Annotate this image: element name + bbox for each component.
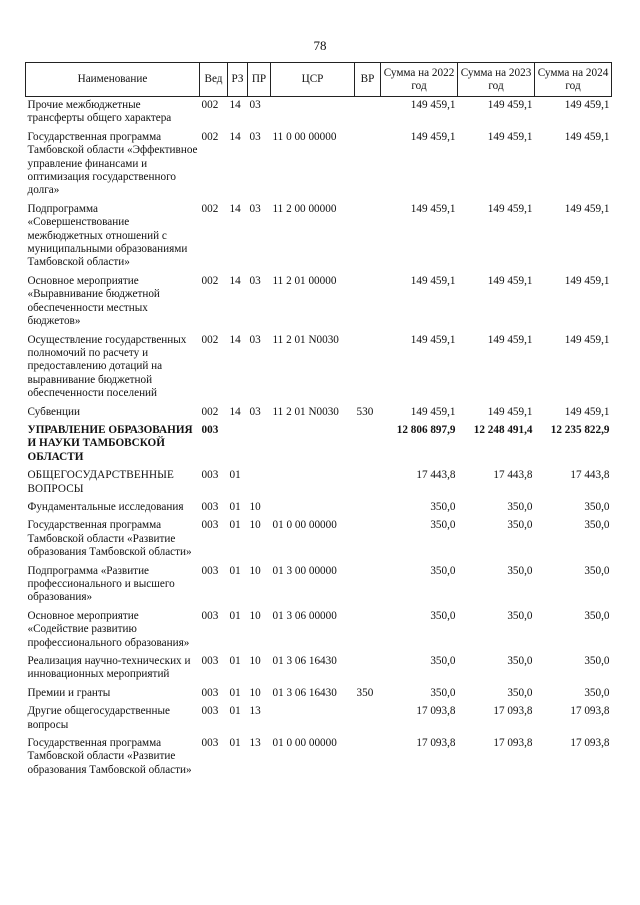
- cell-sum-2024: 17 093,8: [570, 705, 610, 718]
- cell-vr: [355, 608, 381, 653]
- cell-vr: [355, 499, 381, 517]
- header-name: Наименование: [26, 63, 200, 97]
- cell-sum-2024: 149 459,1: [564, 130, 610, 143]
- cell-sum-2024: 350,0: [584, 609, 610, 622]
- cell-csr: 01 3 06 16430: [272, 655, 337, 668]
- cell-sum-2024: 350,0: [584, 686, 610, 699]
- cell-pr: 03: [249, 405, 261, 418]
- cell-rz: 14: [229, 405, 241, 418]
- table-row: [26, 97, 612, 129]
- cell-sum-2023: 350,0: [507, 655, 533, 668]
- cell-name: ОБЩЕГОСУДАРСТВЕННЫЕ ВОПРОСЫ: [27, 469, 174, 495]
- cell-sum-2022: 12 806 897,9: [396, 423, 456, 436]
- header-vr: ВР: [355, 63, 381, 97]
- cell-pr: 03: [249, 333, 261, 346]
- cell-pr: 13: [249, 705, 261, 718]
- table-row: [26, 332, 612, 404]
- cell-sum-2024: 350,0: [584, 564, 610, 577]
- cell-ved: 002: [201, 202, 219, 215]
- cell-sum-2022: 350,0: [430, 519, 456, 532]
- cell-vr: [355, 273, 381, 332]
- cell-name: Государственная программа Тамбовской области «Развитие образования Тамбовской области»: [27, 737, 192, 776]
- cell-sum-2023: 12 248 491,4: [473, 423, 533, 436]
- cell-csr: 11 2 01 00000: [272, 274, 337, 287]
- cell-csr: 01 0 00 00000: [272, 737, 337, 750]
- cell-csr: 11 2 00 00000: [272, 202, 337, 215]
- cell-sum-2022: 350,0: [430, 564, 456, 577]
- cell-rz: 01: [229, 737, 241, 750]
- cell-rz: 01: [229, 469, 241, 482]
- budget-table: [25, 62, 612, 780]
- cell-rz: 01: [229, 705, 241, 718]
- cell-name: Основное мероприятие «Выравнивание бюджетной обеспеченности местных бюджетов»: [27, 274, 160, 328]
- cell-sum-2022: 350,0: [430, 500, 456, 513]
- cell-csr: 11 2 01 N0030: [272, 333, 339, 346]
- cell-csr: [271, 703, 355, 735]
- cell-name: Государственная программа Тамбовской области «Эффективное управление финансами и оптимизация государственного долга»: [27, 130, 198, 197]
- cell-sum-2022: 350,0: [430, 609, 456, 622]
- cell-ved: 003: [201, 686, 219, 699]
- cell-pr: 10: [249, 609, 261, 622]
- cell-sum-2022: 350,0: [430, 655, 456, 668]
- cell-pr: 10: [249, 686, 261, 699]
- cell-pr: 13: [249, 737, 261, 750]
- cell-sum-2024: 149 459,1: [564, 202, 610, 215]
- cell-name: Фундаментальные исследования: [27, 500, 184, 513]
- table-header-row: [26, 63, 612, 97]
- cell-csr: [271, 97, 355, 129]
- cell-ved: 002: [201, 333, 219, 346]
- cell-pr: 10: [249, 519, 261, 532]
- cell-rz: 01: [229, 609, 241, 622]
- cell-pr: 03: [249, 99, 261, 111]
- cell-sum-2024: 149 459,1: [564, 333, 610, 346]
- cell-ved: 003: [201, 655, 219, 668]
- cell-sum-2024: 149 459,1: [564, 405, 610, 418]
- table-row: [26, 735, 612, 780]
- cell-sum-2023: 350,0: [507, 686, 533, 699]
- cell-sum-2024: 149 459,1: [564, 99, 610, 111]
- cell-sum-2023: 350,0: [507, 519, 533, 532]
- cell-sum-2023: 149 459,1: [487, 274, 533, 287]
- cell-name: Субвенции: [27, 405, 80, 418]
- cell-name: Реализация научно-технических и инновационных мероприятий: [27, 655, 191, 681]
- cell-vr: [355, 653, 381, 685]
- cell-vr: 530: [356, 405, 374, 418]
- cell-ved: 002: [201, 274, 219, 287]
- cell-rz: 14: [229, 130, 241, 143]
- cell-name: УПРАВЛЕНИЕ ОБРАЗОВАНИЯ И НАУКИ ТАМБОВСКОЙ ОБЛАСТИ: [27, 423, 193, 463]
- table-row: [26, 653, 612, 685]
- cell-rz: [228, 422, 248, 467]
- cell-name: Осуществление государственных полномочий по расчету и предоставлению дотаций на выравнивание бюджетной обеспеченности поселений: [27, 333, 187, 400]
- cell-ved: 003: [201, 564, 219, 577]
- cell-name: Подпрограмма «Развитие профессионального и высшего образования»: [27, 564, 175, 604]
- table-row: [26, 685, 612, 703]
- cell-sum-2023: 17 093,8: [493, 705, 533, 718]
- cell-sum-2023: 17 443,8: [493, 469, 533, 482]
- table-row: [26, 404, 612, 422]
- cell-ved: 003: [201, 423, 219, 436]
- cell-sum-2022: 17 443,8: [416, 469, 456, 482]
- table-row: [26, 517, 612, 562]
- table-row: [26, 608, 612, 653]
- cell-csr: 01 3 00 00000: [272, 564, 337, 577]
- cell-name: Прочие межбюджетные трансферты общего характера: [27, 99, 172, 125]
- cell-sum-2022: 17 093,8: [416, 705, 456, 718]
- table-row: [26, 422, 612, 467]
- cell-sum-2023: 149 459,1: [487, 333, 533, 346]
- cell-ved: 002: [201, 405, 219, 418]
- cell-name: Государственная программа Тамбовской области «Развитие образования Тамбовской области»: [27, 519, 192, 559]
- cell-pr: [248, 422, 271, 467]
- cell-sum-2023: 149 459,1: [487, 405, 533, 418]
- cell-csr: [271, 499, 355, 517]
- cell-sum-2023: 350,0: [507, 500, 533, 513]
- cell-sum-2024: 12 235 822,9: [550, 423, 610, 436]
- cell-ved: 003: [201, 469, 219, 482]
- cell-vr: [355, 129, 381, 201]
- cell-sum-2023: 350,0: [507, 609, 533, 622]
- cell-sum-2024: 17 093,8: [570, 737, 610, 750]
- cell-sum-2023: 17 093,8: [493, 737, 533, 750]
- cell-sum-2022: 149 459,1: [410, 333, 456, 346]
- cell-rz: 14: [229, 99, 241, 111]
- cell-vr: [355, 563, 381, 608]
- cell-sum-2022: 149 459,1: [410, 202, 456, 215]
- cell-pr: 03: [249, 202, 261, 215]
- cell-sum-2023: 350,0: [507, 564, 533, 577]
- cell-vr: [355, 703, 381, 735]
- header-sum-2023: Сумма на 2023 год: [458, 63, 535, 97]
- cell-ved: 002: [201, 99, 219, 111]
- cell-sum-2022: 149 459,1: [410, 274, 456, 287]
- cell-sum-2024: 350,0: [584, 655, 610, 668]
- cell-ved: 003: [201, 609, 219, 622]
- table-row: [26, 201, 612, 273]
- cell-sum-2023: 149 459,1: [487, 130, 533, 143]
- cell-name: Другие общегосударственные вопросы: [27, 705, 171, 731]
- cell-sum-2022: 17 093,8: [416, 737, 456, 750]
- cell-csr: [271, 467, 355, 499]
- header-ved: Вед: [200, 63, 228, 97]
- cell-name: Подпрограмма «Совершенствование межбюджетных отношений с муниципальными образованиями Тамбовской области»: [27, 202, 188, 269]
- table-row: [26, 467, 612, 499]
- table-row: [26, 563, 612, 608]
- cell-sum-2022: 350,0: [430, 686, 456, 699]
- cell-sum-2022: 149 459,1: [410, 405, 456, 418]
- cell-rz: 01: [229, 500, 241, 513]
- cell-vr: [355, 467, 381, 499]
- cell-pr: 10: [249, 500, 261, 513]
- cell-rz: 14: [229, 274, 241, 287]
- cell-vr: [355, 735, 381, 780]
- cell-vr: [355, 517, 381, 562]
- cell-rz: 01: [229, 686, 241, 699]
- cell-sum-2022: 149 459,1: [410, 130, 456, 143]
- table-row: [26, 499, 612, 517]
- cell-sum-2023: 149 459,1: [487, 202, 533, 215]
- header-csr: ЦСР: [271, 63, 355, 97]
- cell-ved: 003: [201, 737, 219, 750]
- cell-vr: [355, 97, 381, 129]
- cell-name: Основное мероприятие «Содействие развитию профессионального образования»: [27, 609, 190, 649]
- cell-vr: [355, 422, 381, 467]
- cell-rz: 01: [229, 655, 241, 668]
- cell-vr: 350: [356, 686, 374, 699]
- cell-sum-2024: 350,0: [584, 519, 610, 532]
- header-rz: РЗ: [228, 63, 248, 97]
- cell-csr: 01 3 06 00000: [272, 609, 337, 622]
- cell-ved: 003: [201, 705, 219, 718]
- cell-csr: 11 0 00 00000: [272, 130, 337, 143]
- header-sum-2022: Сумма на 2022 год: [381, 63, 458, 97]
- cell-rz: 14: [229, 202, 241, 215]
- cell-sum-2024: 149 459,1: [564, 274, 610, 287]
- cell-ved: 003: [201, 500, 219, 513]
- cell-rz: 01: [229, 564, 241, 577]
- cell-csr: [271, 422, 355, 467]
- cell-rz: 01: [229, 519, 241, 532]
- cell-sum-2024: 350,0: [584, 500, 610, 513]
- cell-vr: [355, 332, 381, 404]
- header-sum-2024: Сумма на 2024 год: [535, 63, 612, 97]
- cell-pr: [248, 467, 271, 499]
- cell-rz: 14: [229, 333, 241, 346]
- cell-sum-2023: 149 459,1: [487, 99, 533, 111]
- cell-csr: 01 0 00 00000: [272, 519, 337, 532]
- cell-csr: 11 2 01 N0030: [272, 405, 339, 418]
- cell-pr: 10: [249, 564, 261, 577]
- page-number: 78: [313, 38, 327, 53]
- table-row: [26, 273, 612, 332]
- cell-ved: 003: [201, 519, 219, 532]
- table-row: [26, 129, 612, 201]
- cell-pr: 10: [249, 655, 261, 668]
- cell-sum-2024: 17 443,8: [570, 469, 610, 482]
- cell-name: Премии и гранты: [27, 686, 111, 699]
- table-row: [26, 703, 612, 735]
- cell-vr: [355, 201, 381, 273]
- cell-pr: 03: [249, 130, 261, 143]
- cell-csr: 01 3 06 16430: [272, 686, 337, 699]
- header-pr: ПР: [248, 63, 271, 97]
- cell-pr: 03: [249, 274, 261, 287]
- cell-sum-2022: 149 459,1: [410, 99, 456, 111]
- cell-ved: 002: [201, 130, 219, 143]
